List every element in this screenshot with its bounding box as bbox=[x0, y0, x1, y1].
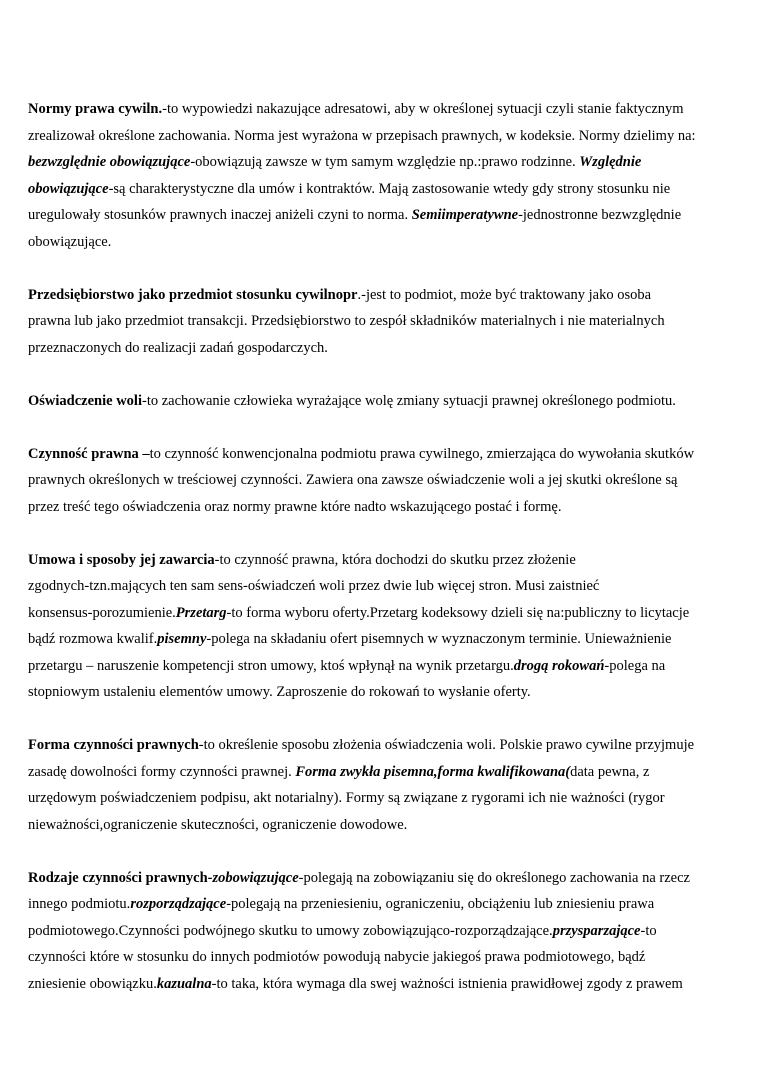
text-line bbox=[28, 971, 740, 998]
body-text: zniesienie obowiązku. bbox=[28, 975, 157, 992]
body-text: czynności które w stosunku do innych podmiotów powodują nabycie jakiegoś prawa podmiotowego, bądź bbox=[28, 949, 646, 965]
document-page bbox=[28, 96, 740, 1024]
text-line bbox=[28, 229, 740, 256]
text-line bbox=[28, 308, 740, 335]
body-text: urzędowym poświadczeniem podpisu, akt notarialny). Formy są związane z rygorami ich nie ważności (rygor bbox=[28, 790, 665, 806]
text-line bbox=[28, 335, 740, 362]
body-text: -polegają na przeniesieniu, ograniczeniu, obciążeniu lub zniesieniu prawa bbox=[226, 896, 655, 912]
bold-italic-term: Semiimperatywne bbox=[411, 207, 519, 223]
paragraph-czynnosc bbox=[28, 441, 740, 521]
bold-italic-term: Przetarg bbox=[175, 604, 227, 621]
body-text: -polega na składaniu ofert pisemnych w wyznaczonym terminie. Unieważnienie bbox=[206, 631, 672, 647]
body-text: przeznaczonych do realizacji zadań gospodarczych. bbox=[28, 339, 328, 356]
text-line bbox=[28, 891, 740, 918]
body-text: innego podmiotu. bbox=[28, 896, 131, 912]
paragraph-normy bbox=[28, 96, 740, 255]
body-text: stopniowym ustaleniu elementów umowy. Zaproszenie do rokowań to wysłanie oferty. bbox=[28, 684, 531, 700]
body-text: zasadę dowolności formy czynności prawnej. bbox=[28, 763, 296, 780]
text-line bbox=[28, 388, 740, 415]
text-line bbox=[28, 759, 740, 786]
bold-term: Przedsiębiorstwo jako przedmiot stosunku cywilnopr bbox=[28, 286, 358, 303]
bold-italic-term: bezwzględnie obowiązujące bbox=[28, 154, 191, 170]
text-line bbox=[28, 176, 740, 203]
body-text: .-jest to podmiot, może być traktowany jako osoba bbox=[357, 286, 652, 303]
body-text: prawnych określonych w treściowej czynności. Zawiera ona zawsze oświadczenie woli a jej skutki określone są bbox=[28, 472, 678, 488]
text-line bbox=[28, 679, 740, 706]
text-line bbox=[28, 918, 740, 945]
body-text: -to zachowanie człowieka wyrażające wolę zmiany sytuacji prawnej określonego podmiotu. bbox=[141, 392, 676, 409]
bold-italic-term: Względnie bbox=[579, 154, 642, 170]
text-line bbox=[28, 732, 740, 759]
body-text: przetargu – naruszenie kompetencji stron umowy, ktoś wpłynął na wynik przetargu. bbox=[28, 657, 514, 674]
text-line bbox=[28, 653, 740, 680]
bold-italic-term: kazualna bbox=[156, 975, 212, 992]
text-line bbox=[28, 626, 740, 653]
text-line bbox=[28, 944, 740, 971]
text-line bbox=[28, 441, 740, 468]
body-text: podmiotowego.Czynności podwójnego skutku to umowy zobowiązująco-rozporządzające. bbox=[28, 922, 553, 939]
paragraph-przedsiebiorstwo bbox=[28, 282, 740, 362]
bold-italic-term: pisemny bbox=[157, 631, 207, 647]
text-line bbox=[28, 282, 740, 309]
body-text: obowiązujące. bbox=[28, 233, 112, 250]
body-text: nieważności,ograniczenie skuteczności, ograniczenie dowodowe. bbox=[28, 816, 408, 833]
body-text: -obowiązują zawsze w tym samym względzie np.:prawo rodzinne. bbox=[190, 154, 580, 170]
body-text: -to forma wyboru oferty.Przetarg kodeksowy dzieli się na:publiczny to licytacje bbox=[226, 604, 690, 621]
body-text: zrealizował określone zachowania. Norma jest wyrażona w przepisach prawnych, w kodeksie. Normy dzielimy na: bbox=[28, 127, 696, 144]
bold-term: Forma czynności prawnych bbox=[28, 737, 199, 753]
bold-italic-term: Forma zwykła pisemna,forma kwalifikowana( bbox=[295, 763, 571, 780]
text-line bbox=[28, 573, 740, 600]
body-text: -są charakterystyczne dla umów i kontraktów. Mają zastosowanie wtedy gdy strony stosunku nie bbox=[108, 180, 671, 197]
text-line bbox=[28, 149, 740, 176]
body-text: data pewna, z bbox=[570, 763, 650, 780]
document-body bbox=[28, 96, 740, 997]
body-text: prawna lub jako przedmiot transakcji. Przedsiębiorstwo to zespół składników materialnych i nie materialnych bbox=[28, 313, 665, 329]
text-line bbox=[28, 202, 740, 229]
body-text: to czynność konwencjonalna podmiotu prawa cywilnego, zmierzająca do wywołania skutków bbox=[149, 445, 695, 462]
body-text: konsensus-porozumienie. bbox=[28, 604, 176, 621]
body-text: -to czynność prawna, która dochodzi do skutku przez złożenie bbox=[214, 551, 576, 568]
bold-term: Normy prawa cywiln. bbox=[28, 101, 163, 117]
bold-italic-term: drogą rokowań bbox=[513, 657, 605, 674]
body-text: -to taka, która wymaga dla swej ważności istnienia prawidłowej zgody z prawem bbox=[211, 975, 683, 992]
body-text: -polega na bbox=[604, 657, 666, 674]
text-line bbox=[28, 467, 740, 494]
text-line bbox=[28, 96, 740, 123]
text-line bbox=[28, 123, 740, 150]
body-text: uregulowały stosunków prawnych inaczej aniżeli czyni to norma. bbox=[28, 207, 412, 223]
paragraph-oswiadczenie bbox=[28, 388, 740, 415]
bold-term: Oświadczenie woli bbox=[28, 392, 142, 409]
text-line bbox=[28, 547, 740, 574]
text-line bbox=[28, 865, 740, 892]
bold-italic-term: zobowiązujące bbox=[212, 869, 299, 886]
body-text: -to określenie sposobu złożenia oświadczenia woli. Polskie prawo cywilne przyjmuje bbox=[198, 737, 695, 753]
body-text: zgodnych-tzn.mających ten sam sens-oświadczeń woli przez dwie lub więcej stron. Musi zaistnieć bbox=[28, 578, 600, 594]
body-text: -jednostronne bezwzględnie bbox=[518, 207, 682, 223]
bold-italic-term: przysparzające bbox=[552, 922, 641, 939]
body-text: -to bbox=[640, 922, 657, 939]
paragraph-umowa bbox=[28, 547, 740, 706]
text-line bbox=[28, 494, 740, 521]
body-text: przez treść tego oświadczenia oraz normy prawne które nadto wskazującego postać i formę. bbox=[28, 498, 562, 515]
body-text: -to wypowiedzi nakazujące adresatowi, aby w określonej sytuacji czyli stanie faktycznym bbox=[162, 101, 684, 117]
text-line bbox=[28, 785, 740, 812]
body-text: -polegają na zobowiązaniu się do określonego zachowania na rzecz bbox=[298, 869, 690, 886]
bold-term: Czynność prawna – bbox=[28, 445, 150, 462]
paragraph-forma bbox=[28, 732, 740, 838]
text-line bbox=[28, 600, 740, 627]
body-text: bądź rozmowa kwalif. bbox=[28, 631, 158, 647]
bold-term: Rodzaje czynności prawnych- bbox=[28, 869, 213, 886]
bold-italic-term: rozporządzające bbox=[130, 896, 227, 912]
text-line bbox=[28, 812, 740, 839]
bold-term: Umowa i sposoby jej zawarcia bbox=[28, 551, 215, 568]
paragraph-rodzaje bbox=[28, 865, 740, 998]
bold-italic-term: obowiązujące bbox=[28, 180, 109, 197]
